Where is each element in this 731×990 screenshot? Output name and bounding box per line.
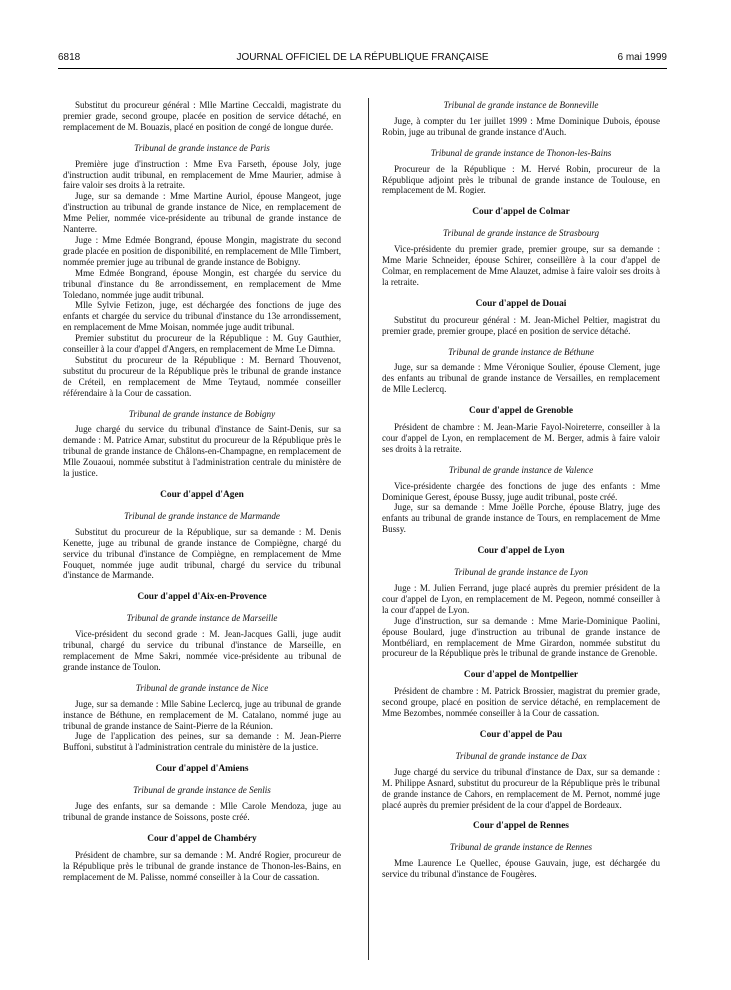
tribunal-heading: Tribunal de grande instance de Thonon-les-Bains (430, 147, 612, 158)
tribunal-heading: Tribunal de grande instance de Bonneville (443, 100, 599, 110)
paragraph: Juge chargé du service du tribunal d'instance de Dax, sur sa demande : M. Philippe Asnard, substitut du procureur de la République près le tribunal de grande instance de Cahors, en remplacement de M. Pernot, nommé juge placé auprès du premier président de la cour d'appel de Bordeaux. (382, 766, 660, 810)
paragraph: Substitut du procureur général : M. Jean-Michel Peltier, magistrat du premier grade, premier groupe, placé en position de service détaché. (382, 314, 660, 336)
court-heading: Cour d'appel de Pau (479, 729, 563, 740)
court-heading: Cour d'appel d'Agen (160, 490, 244, 500)
tribunal-heading: Tribunal de grande instance de Lyon (454, 567, 588, 578)
page-header (58, 52, 667, 66)
tribunal-heading: Tribunal de grande instance de Paris (134, 142, 270, 153)
paragraph: Vice-président du second grade : M. Jean-Jacques Galli, juge audit tribunal, chargé du service du tribunal d'instance de Marseille, en remplacement de Mme Sakri, nommée vice-présidente au tribunal de grande instance de Toulon. (63, 629, 341, 672)
tribunal-heading: Tribunal de grande instance de Marseille (126, 613, 278, 624)
court-heading: Cour d'appel d'Amiens (155, 764, 249, 775)
court-heading: Cour d'appel de Montpellier (463, 670, 579, 681)
tribunal-heading: Tribunal de grande instance de Valence (448, 464, 594, 475)
tribunal-heading: Tribunal de grande instance de Rennes (449, 842, 593, 853)
paragraph: Substitut du procureur de la République, sur sa demande : M. Denis Kenette, juge au tribunal de grande instance de Compiègne, chargé du service du tribunal d'instance de Compiègne, en remplacement de Mme Fouquet, nommée juge audit tribunal, chargé du service du tribunal d'instance de Marmande. (63, 526, 341, 581)
tribunal-heading: Tribunal de grande instance de Béthune (448, 346, 594, 357)
paragraph: Juge, sur sa demande : Mme Véronique Soulier, épouse Clement, juge des enfants au tribunal de grande instance de Versailles, en remplacement de Mlle Leclercq. (382, 362, 660, 395)
paragraph: Vice-présidente du premier grade, premier groupe, sur sa demande : Mme Marie Schneider, épouse Schirer, conseillère à la cour d'appel de Colmar, en remplacement de Mme Alauzet, admise à faire valoir ses droits à la retraite. (382, 244, 660, 287)
paragraph: Vice-présidente chargée des fonctions de juge des enfants : Mme Dominique Gerest, épouse Bussy, juge audit tribunal, poste créé. (382, 480, 660, 502)
paragraph: Juge chargé du service du tribunal d'instance de Saint-Denis, sur sa demande : M. Patrice Amar, substitut du procureur de la République près le tribunal de grande instance de Châlons-en-Champagne, en remplacement de Mlle Zouaoui, nommée substitut à l'administration centrale du ministère de la justice. (63, 424, 341, 479)
paragraph: Substitut du procureur général : Mlle Martine Ceccaldi, magistrate du premier grade, second groupe, placée en position de service détaché, en remplacement de M. Bouazis, placé en position de congé de longue durée. (63, 100, 341, 132)
court-heading: Cour d'appel de Chambéry (147, 833, 257, 844)
paragraph: Juge d'instruction, sur sa demande : Mme Marie-Dominique Paolini, épouse Boulard, juge d'instruction au tribunal de grande instance de Montbéliard, en remplacement de Mme Girardon, nommée substitut du procureur de la République près le tribunal de grande instance de Grenoble. (382, 615, 660, 659)
paragraph: Mme Laurence Le Quellec, épouse Gauvain, juge, est déchargée du service du tribunal d'instance de Fougères. (382, 858, 660, 880)
tribunal-heading: Tribunal de grande instance de Marmande (124, 510, 280, 521)
page-number: 6818 (58, 52, 81, 63)
tribunal-heading: Tribunal de grande instance de Strasbourg (442, 228, 600, 239)
paragraph: Première juge d'instruction : Mme Eva Farseth, épouse Joly, juge d'instruction audit tribunal, en remplacement de Mme Maurier, admise à faire valoir ses droits à la retraite. (63, 158, 341, 191)
left-column (63, 100, 341, 882)
court-heading: Cour d'appel d'Aix-en-Provence (137, 592, 267, 603)
paragraph: Juge, sur sa demande : Mme Martine Auriol, épouse Mangeot, juge d'instruction au tribunal de grande instance de Nice, en remplacement de Mme Pelier, nommée vice-présidente au tribunal de grande instance de Nanterre. (63, 191, 341, 235)
tribunal-heading: Tribunal de grande instance de Senlis (133, 785, 271, 796)
journal-title: JOURNAL OFFICIEL DE LA RÉPUBLIQUE FRANÇAISE (236, 52, 489, 63)
paragraph: Juge de l'application des peines, sur sa demande : M. Jean-Pierre Buffoni, substitut à l'administration centrale du ministère de la justice. (63, 731, 341, 753)
court-heading: Cour d'appel de Lyon (477, 546, 565, 557)
paragraph: Juge : M. Julien Ferrand, juge placé auprès du premier président de la cour d'appel de Lyon, en remplacement de M. Pegeon, nommé conseiller à la cour d'appel de Lyon. (382, 583, 660, 615)
paragraph: Premier substitut du procureur de la République : M. Guy Gauthier, conseiller à la cour d'appel d'Angers, en remplacement de Mme Le Dimna. (63, 333, 341, 355)
issue-date: 6 mai 1999 (617, 52, 667, 63)
tribunal-heading: Tribunal de grande instance de Dax (455, 750, 587, 761)
header-rule (58, 68, 667, 69)
paragraph: Juge : Mme Edmée Bongrand, épouse Mongin, magistrate du second grade placée en position de disponibilité, en remplacement de Mlle Timbert, nommée premier juge au tribunal de grande instance de Bobigny. (63, 234, 341, 267)
court-heading: Cour d'appel de Douai (475, 298, 567, 309)
paragraph: Juge, sur sa demande : Mme Joëlle Porche, épouse Blatry, juge des enfants au tribunal de grande instance de Tours, en remplacement de Mme Bussy. (382, 502, 660, 535)
tribunal-heading: Tribunal de grande instance de Bobigny (128, 408, 276, 419)
right-column (382, 100, 660, 880)
court-heading: Cour d'appel de Rennes (473, 821, 569, 832)
paragraph: Substitut du procureur de la République : M. Bernard Thouvenot, substitut du procureur de la République près le tribunal de grande instance de Créteil, en remplacement de Mme Teytaud, nommée conseiller référendaire à la Cour de cassation. (63, 354, 341, 398)
court-heading: Cour d'appel de Colmar (472, 207, 570, 218)
paragraph: Procureur de la République : M. Hervé Robin, procureur de la République adjoint près le tribunal de grande instance de Toulouse, en remplacement de M. Rogier. (382, 163, 660, 196)
paragraph: Président de chambre, sur sa demande : M. André Rogier, procureur de la République près le tribunal de grande instance de Thonon-les-Bains, en remplacement de M. Palisse, nommé conseiller à la Cour de cassation. (63, 849, 341, 882)
tribunal-heading: Tribunal de grande instance de Nice (135, 682, 269, 693)
paragraph: Président de chambre : M. Jean-Marie Fayol-Noireterre, conseiller à la cour d'appel de Lyon, en remplacement de M. Berger, admis à faire valoir ses droits à la retraite. (382, 422, 660, 454)
paragraph: Juge des enfants, sur sa demande : Mlle Carole Mendoza, juge au tribunal de grande instance de Soissons, poste créé. (63, 801, 341, 822)
paragraph: Juge, à compter du 1er juillet 1999 : Mme Dominique Dubois, épouse Robin, juge au tribunal de grande instance d'Auch. (382, 115, 660, 137)
paragraph: Mlle Sylvie Fetizon, juge, est déchargée des fonctions de juge des enfants et chargée du service du tribunal d'instance du 13e arrondissement, en remplacement de Mme Moisan, nommée juge audit tribunal. (63, 300, 341, 333)
court-heading: Cour d'appel de Grenoble (468, 406, 574, 417)
column-divider (368, 98, 369, 960)
paragraph: Juge, sur sa demande : Mlle Sabine Leclercq, juge au tribunal de grande instance de Béthune, en remplacement de M. Catalano, nommé juge au tribunal de grande instance de Saint-Pierre de la Réunion. (63, 698, 341, 731)
paragraph: Mme Edmée Bongrand, épouse Mongin, est chargée du service du tribunal d'instance du 8e arrondissement, en remplacement de Mme Toledano, nommée juge audit tribunal. (63, 267, 341, 300)
paragraph: Président de chambre : M. Patrick Brossier, magistrat du premier grade, second groupe, placé en position de service détaché, en remplacement de Mme Bezombes, nommée conseiller à la Cour de cassation. (382, 686, 660, 719)
